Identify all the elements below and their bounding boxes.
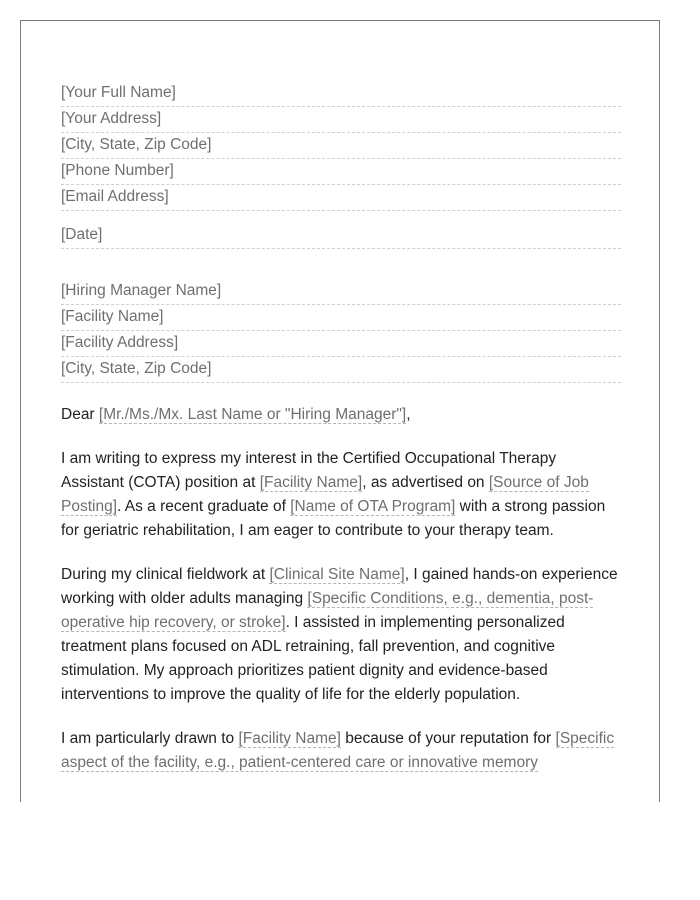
paragraph-text: , as advertised on [362, 474, 489, 491]
recipient-block [61, 279, 621, 383]
spacer [61, 211, 621, 223]
salutation-prefix: Dear [61, 406, 99, 423]
specific-conditions-placeholder[interactable]: [Specific Conditions, e.g., dementia, post-operative hip recovery, or stroke] [61, 590, 594, 631]
letter-page [20, 20, 660, 802]
paragraph-text: . As a recent graduate of [117, 498, 291, 515]
date-block [61, 223, 621, 249]
paragraph-text: . I assisted in implementing personalized treatment plans focused on ADL retraining, fall prevention, and cognitive stimulation. My approach prioritizes patient dignity and evidence-based interventions to improve the quality of life for the elderly population. [61, 614, 565, 703]
facility-name-placeholder[interactable]: [Facility Name] [238, 730, 341, 747]
paragraph-facility-interest [61, 727, 621, 775]
sender-city-state-zip-field[interactable]: [City, State, Zip Code] [61, 133, 621, 159]
paragraph-text: I am writing to express my interest in the Certified Occupational Therapy Assistant (COTA) position at [61, 450, 557, 491]
paragraph-text: , I gained hands-on experience working with older adults managing [61, 566, 618, 607]
date-field[interactable]: [Date] [61, 223, 621, 249]
sender-address-field[interactable]: [Your Address] [61, 107, 621, 133]
job-posting-source-placeholder[interactable]: [Source of Job Posting] [61, 474, 589, 515]
facility-name-placeholder[interactable]: [Facility Name] [259, 474, 363, 491]
sender-phone-field[interactable]: [Phone Number] [61, 159, 621, 185]
clinical-site-placeholder[interactable]: [Clinical Site Name] [269, 566, 405, 583]
paragraph-fieldwork [61, 563, 621, 707]
paragraph-text: During my clinical fieldwork at [61, 566, 270, 583]
paragraph-intro [61, 447, 621, 543]
salutation [61, 403, 621, 427]
facility-name-field[interactable]: [Facility Name] [61, 305, 621, 331]
letter-content [61, 81, 621, 775]
sender-full-name-field[interactable]: [Your Full Name] [61, 81, 621, 107]
paragraph-text: with a strong passion for geriatric rehabilitation, I am eager to contribute to your therapy team. [61, 498, 606, 539]
facility-aspect-placeholder[interactable]: [Specific aspect of the facility, e.g., patient-centered care or innovative memory [61, 730, 615, 771]
paragraph-text: because of your reputation for [340, 730, 556, 747]
spacer [61, 249, 621, 279]
recipient-city-state-zip-field[interactable]: [City, State, Zip Code] [61, 357, 621, 383]
paragraph-text: I am particularly drawn to [61, 730, 239, 747]
salutation-name-placeholder[interactable]: [Mr./Ms./Mx. Last Name or "Hiring Manager"] [98, 406, 407, 423]
ota-program-placeholder[interactable]: [Name of OTA Program] [290, 498, 456, 515]
sender-block [61, 81, 621, 211]
sender-email-field[interactable]: [Email Address] [61, 185, 621, 211]
salutation-suffix: , [406, 406, 411, 423]
facility-address-field[interactable]: [Facility Address] [61, 331, 621, 357]
hiring-manager-field[interactable]: [Hiring Manager Name] [61, 279, 621, 305]
